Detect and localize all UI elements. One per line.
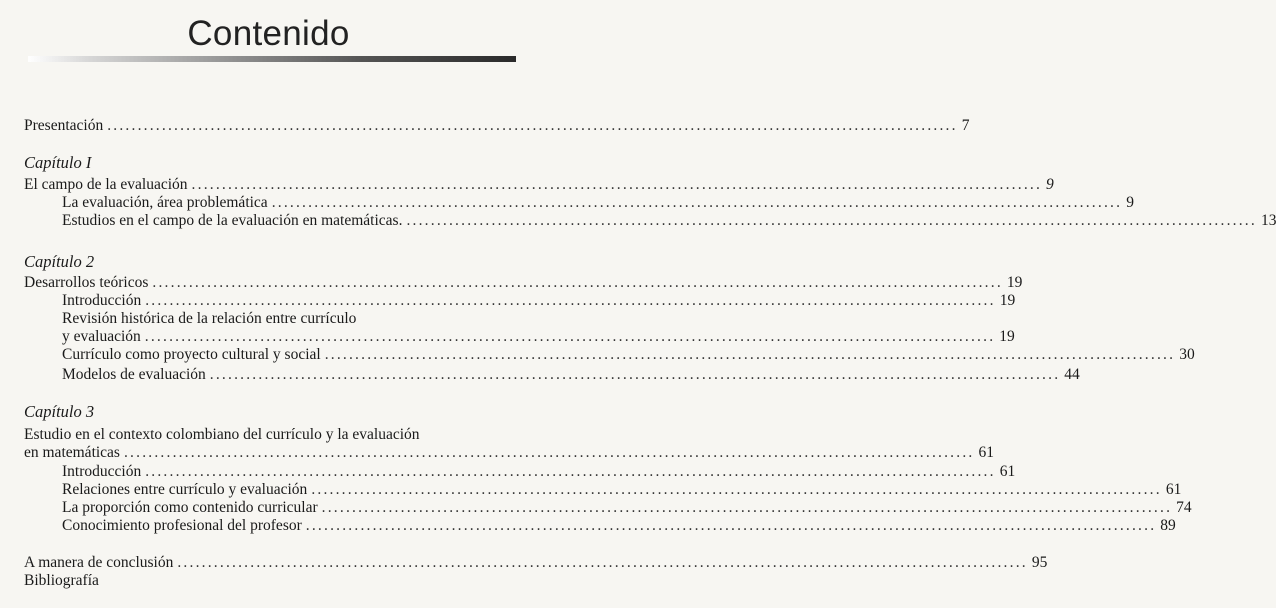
toc-entry-label: Currículo como proyecto cultural y social: [62, 346, 321, 363]
toc-entry-label: Modelos de evaluación: [62, 366, 206, 383]
toc-entry-label: Introducción: [62, 463, 142, 480]
title-rule: [28, 56, 516, 62]
chapter-heading-3: Capítulo 3: [24, 402, 95, 421]
toc-entry-label: en matemáticas: [24, 444, 120, 461]
toc-entry-revision-line1[interactable]: Revisión histórica de la relación entre currículo: [62, 310, 357, 327]
toc-entry-page: 74: [1176, 499, 1192, 516]
toc-entry-proporcion[interactable]: [62, 498, 1192, 518]
toc-entry-label: y evaluación: [62, 328, 141, 345]
toc-entry-page: 89: [1160, 517, 1176, 534]
leader-dots: ............................................................................................................................................: [144, 328, 996, 345]
toc-entry-page: 9: [1126, 194, 1134, 211]
toc-entry-page: 30: [1179, 346, 1195, 363]
leader-dots: ............................................................................................................................................: [209, 366, 1061, 383]
leader-dots: ............................................................................................................................................: [311, 481, 1162, 498]
leader-dots: ............................................................................................................................................: [324, 346, 1176, 363]
toc-entry-page: 9: [1046, 176, 1054, 193]
leader-dots: ............................................................................................................................................: [107, 117, 958, 134]
toc-entry-label: La proporción como contenido curricular: [62, 499, 318, 516]
toc-entry-introduccion-2[interactable]: [62, 291, 1016, 311]
leader-dots: ............................................................................................................................................: [145, 292, 996, 309]
toc-entry-estudio-line1[interactable]: Estudio en el contexto colombiano del currículo y la evaluación: [24, 426, 420, 443]
toc-entry-presentacion[interactable]: [24, 116, 970, 136]
toc-entry-label: A manera de conclusión: [24, 554, 174, 571]
toc-entry-page: 7: [961, 117, 970, 134]
leader-dots: ............................................................................................................................................: [191, 176, 1043, 193]
toc-entry-introduccion-3[interactable]: [62, 462, 1016, 482]
toc-entry-conclusion[interactable]: [24, 553, 1048, 573]
toc-entry-page: 44: [1064, 366, 1080, 383]
toc-entry-estudios[interactable]: [62, 211, 1276, 231]
toc-entry-area[interactable]: [62, 193, 1134, 213]
toc-entry-bibliografia[interactable]: Bibliografía: [24, 572, 99, 589]
toc-entry-page: 19: [999, 328, 1015, 345]
page-title: Contenido: [187, 14, 350, 53]
toc-entry-modelos[interactable]: [62, 365, 1080, 385]
toc-entry-page: 61: [978, 444, 994, 461]
toc-entry-revision[interactable]: [62, 327, 1015, 347]
toc-entry-curriculo[interactable]: [62, 345, 1195, 365]
leader-dots: ............................................................................................................................................: [321, 499, 1173, 516]
chapter-heading-2: Capítulo 2: [24, 252, 95, 271]
toc-entry-label: Estudios en el campo de la evaluación en matemáticas.: [62, 212, 403, 229]
toc-entry-page: 19: [999, 292, 1016, 309]
toc-entry-page: 19: [1006, 274, 1023, 291]
leader-dots: ............................................................................................................................................: [271, 194, 1123, 211]
toc-entry-relaciones[interactable]: [62, 480, 1182, 500]
toc-entry-label: La evaluación, área problemática: [62, 194, 268, 211]
toc-entry-label: Relaciones entre currículo y evaluación: [62, 481, 308, 498]
toc-entry-campo[interactable]: [24, 175, 1054, 195]
toc-entry-page: 61: [1165, 481, 1182, 498]
toc-entry-desarrollos[interactable]: [24, 273, 1023, 293]
toc-entry-label: Desarrollos teóricos: [24, 274, 149, 291]
leader-dots: ............................................................................................................................................: [145, 463, 996, 480]
leader-dots: ............................................................................................................................................: [177, 554, 1028, 571]
leader-dots: ............................................................................................................................................: [152, 274, 1003, 291]
toc-entry-label: Presentación: [24, 117, 104, 134]
toc-entry-page: 95: [1031, 554, 1048, 571]
leader-dots: ............................................................................................................................................: [123, 444, 975, 461]
leader-dots: ............................................................................................................................................: [305, 517, 1157, 534]
toc-entry-estudio[interactable]: [24, 443, 994, 463]
toc-entry-label: El campo de la evaluación: [24, 176, 188, 193]
toc-entry-page: 61: [999, 463, 1016, 480]
chapter-heading-1: Capítulo I: [24, 153, 92, 172]
leader-dots: ............................................................................................................................................: [406, 212, 1257, 229]
toc-entry-label: Introducción: [62, 292, 142, 309]
toc-entry-page: 13: [1260, 212, 1276, 229]
toc-entry-conocimiento[interactable]: [62, 516, 1176, 536]
toc-entry-label: Conocimiento profesional del profesor: [62, 517, 302, 534]
